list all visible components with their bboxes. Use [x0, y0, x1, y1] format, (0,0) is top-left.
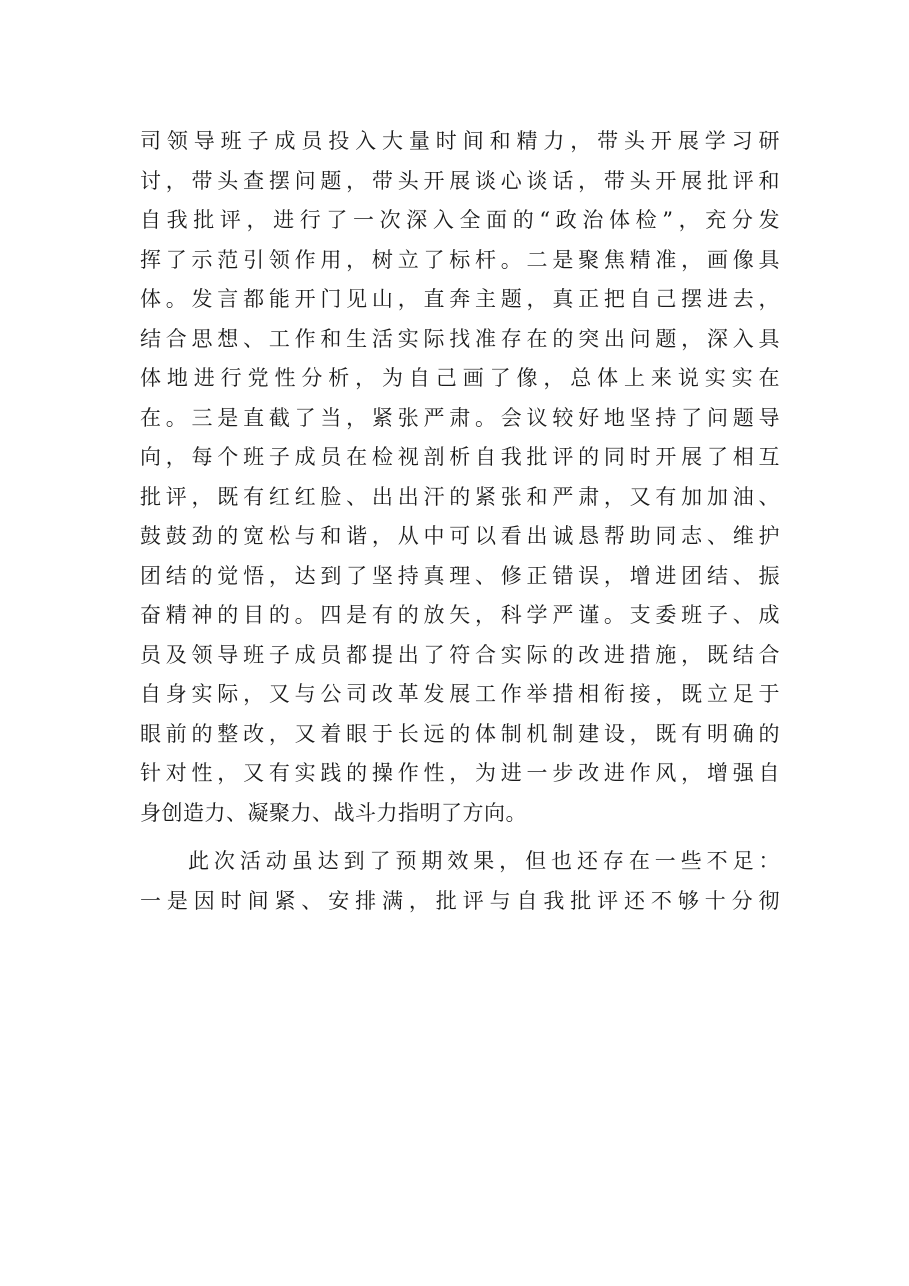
text-line: 自我批评，进行了一次深入全面的“政治体检”，充分发 — [140, 208, 780, 232]
text-line: 在。三是直截了当，紧张严肃。会议较好地坚持了问题导 — [140, 405, 780, 430]
document-body — [140, 122, 780, 921]
text-line: 奋精神的目的。四是有的放矢，科学严谨。支委班子、成 — [140, 603, 780, 627]
text-line: 司领导班子成员投入大量时间和精力，带头开展学习研 — [140, 129, 780, 153]
paragraph-2 — [140, 842, 780, 921]
text-line: 团结的觉悟，达到了坚持真理、修正错误，增进团结、振 — [140, 563, 780, 588]
text-line: 讨，带头查摆问题，带头开展谈心谈话，带头开展批评和 — [140, 168, 780, 193]
text-line: 针对性，又有实践的操作性，为进一步改进作风，增强自 — [140, 761, 780, 785]
paragraph-gap — [140, 833, 780, 842]
text-line: 此次活动虽达到了预期效果，但也还存在一些不足： — [188, 849, 780, 873]
paragraph-1 — [140, 122, 780, 833]
text-line: 结合思想、工作和生活实际找准存在的突出问题，深入具 — [140, 326, 780, 351]
text-line: 体。发言都能开门见山，直奔主题，真正把自己摆进去， — [140, 287, 780, 311]
text-line: 自身实际，又与公司改革发展工作举措相衔接，既立足于 — [140, 682, 780, 706]
text-line: 身创造力、凝聚力、战斗力指明了方向。 — [140, 800, 527, 825]
text-line: 员及领导班子成员都提出了符合实际的改进措施，既结合 — [140, 642, 780, 667]
text-line: 鼓鼓劲的宽松与和谐，从中可以看出诚恳帮助同志、维护 — [140, 524, 780, 548]
text-line: 挥了示范引领作用，树立了标杆。二是聚焦精准，画像具 — [140, 247, 780, 272]
text-line: 批评，既有红红脸、出出汗的紧张和严肃，又有加加油、 — [140, 484, 780, 509]
text-line: 向，每个班子成员在检视剖析自我批评的同时开展了相互 — [140, 445, 780, 469]
text-line: 体地进行党性分析，为自己画了像，总体上来说实实在 — [140, 366, 780, 390]
text-line: 眼前的整改，又着眼于长远的体制机制建设，既有明确的 — [140, 721, 780, 746]
text-line: 一是因时间紧、安排满，批评与自我批评还不够十分彻 — [140, 888, 780, 913]
